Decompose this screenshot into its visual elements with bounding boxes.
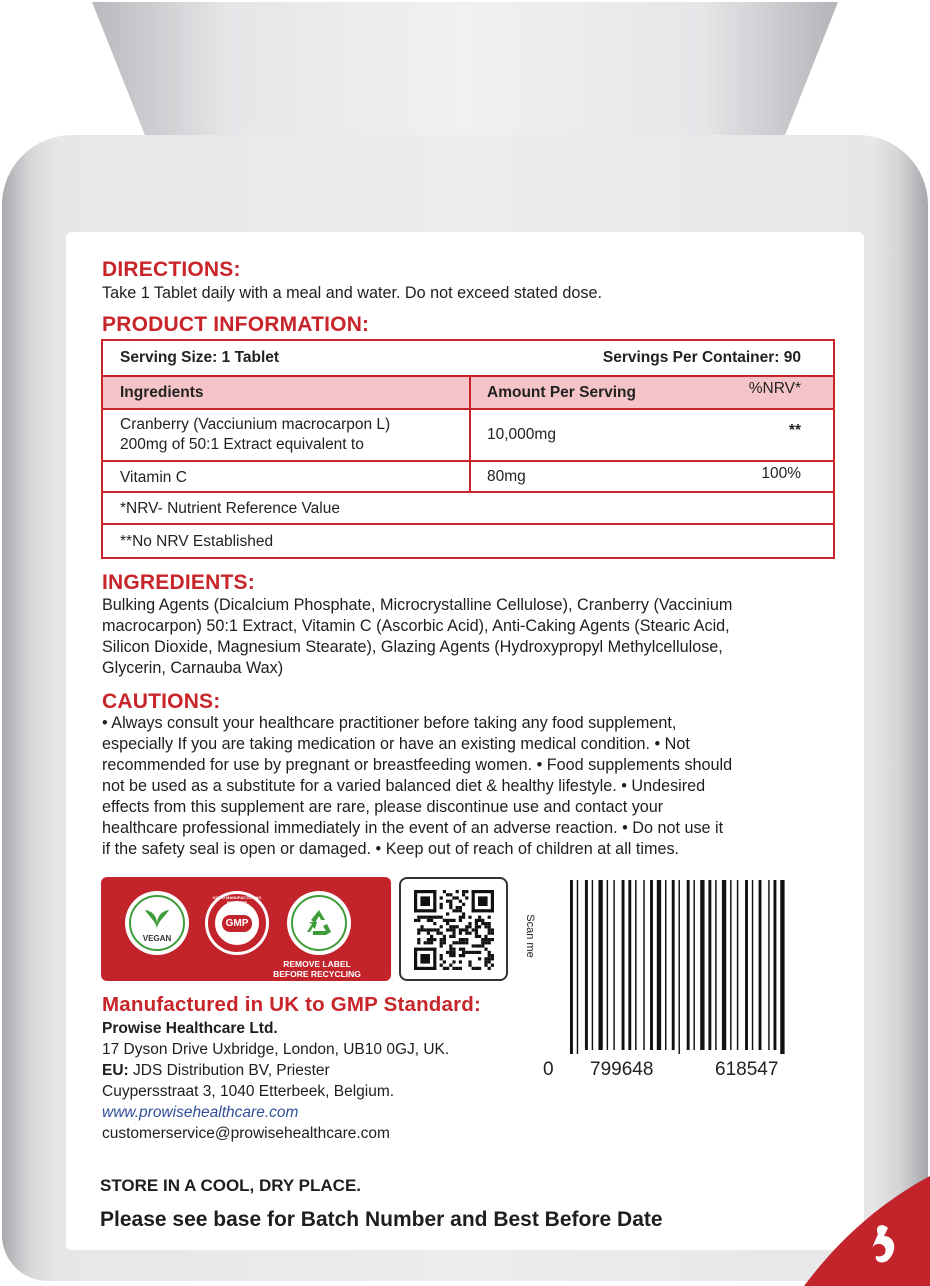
qr-module (488, 954, 491, 957)
qr-module (449, 906, 452, 909)
qr-module (488, 967, 491, 970)
barcode-bar (643, 880, 644, 1050)
qr-module (427, 938, 430, 941)
col-ingredients: Ingredients (120, 384, 204, 401)
ingredient-name-line2: 200mg of 50:1 Extract equivalent to (120, 436, 364, 453)
qr-module (440, 932, 443, 935)
bottle-cap (92, 2, 838, 152)
qr-module (481, 944, 484, 947)
barcode-digit-prefix: 0 (543, 1059, 554, 1080)
qr-module (472, 928, 475, 931)
qr-module (488, 932, 491, 935)
qr-module (430, 935, 433, 938)
qr-module (414, 890, 417, 912)
qr-module (462, 903, 465, 906)
qr-module (459, 967, 462, 970)
table-row (103, 462, 833, 493)
qr-module (424, 928, 427, 931)
qr-module (440, 903, 443, 906)
qr-module (452, 967, 455, 970)
qr-module (491, 954, 494, 957)
qr-module (452, 960, 455, 963)
qr-module (484, 925, 487, 928)
barcode-bar (628, 880, 631, 1050)
qr-module (446, 912, 449, 915)
qr-module (449, 928, 452, 931)
qr-module (459, 960, 462, 963)
qr-module (459, 932, 462, 935)
qr-module (456, 906, 459, 909)
table-row (103, 525, 833, 557)
barcode-bar (635, 880, 636, 1050)
barcode-bar (650, 880, 653, 1050)
qr-module (430, 938, 433, 941)
qr-module (427, 916, 430, 919)
qr-module (472, 890, 475, 912)
qr-module (440, 954, 443, 957)
qr-module (446, 951, 449, 954)
barcode-bar (672, 880, 675, 1050)
qr-module (481, 919, 484, 922)
qr-module (472, 909, 494, 912)
barcode-bar (592, 880, 593, 1050)
qr-module (430, 916, 433, 919)
qr-module (446, 919, 449, 922)
qr-module (440, 896, 443, 899)
qr-module (433, 922, 436, 925)
qr-module (484, 938, 487, 941)
qr-module (420, 928, 423, 931)
qr-module (488, 941, 491, 944)
qr-module (468, 951, 471, 954)
ingredient-nrv: 100% (761, 465, 801, 482)
qr-module (449, 964, 452, 967)
qr-module (452, 919, 455, 922)
barcode-digits-right: 618547 (715, 1059, 779, 1080)
qr-module (433, 916, 436, 919)
table-row (103, 341, 833, 377)
qr-module (420, 925, 423, 928)
serving-size: Serving Size: 1 Tablet (120, 349, 280, 366)
qr-module (468, 925, 471, 928)
qr-module (475, 967, 478, 970)
qr-module (420, 896, 430, 906)
qr-module (417, 916, 420, 919)
barcode-bar (657, 880, 661, 1050)
product-info-table (101, 339, 835, 559)
ingredients-heading: INGREDIENTS: (102, 571, 255, 594)
qr-module (446, 900, 449, 903)
qr-module (443, 890, 446, 893)
barcode-bar (679, 880, 680, 1054)
qr-module (459, 919, 462, 922)
qr-module (449, 954, 452, 957)
qr-module (440, 957, 443, 960)
qr-module (459, 909, 462, 912)
qr-module (424, 916, 427, 919)
qr-module (462, 916, 465, 919)
storage-note: STORE IN A COOL, DRY PLACE. (100, 1176, 362, 1195)
qr-module (478, 925, 481, 928)
barcode-bar (708, 880, 711, 1050)
qr-module (427, 919, 430, 922)
qr-module (427, 941, 430, 944)
barcode-bar (780, 880, 784, 1054)
qr-module (462, 951, 465, 954)
qr-module (430, 941, 433, 944)
qr-module (465, 932, 468, 935)
barcode-digits-left: 799648 (590, 1059, 654, 1080)
qr-module (478, 935, 481, 938)
qr-module (414, 967, 436, 970)
qr-module (475, 922, 478, 925)
qr-module (452, 896, 455, 899)
qr-module (475, 932, 478, 935)
qr-module (420, 954, 430, 964)
qr-module (488, 922, 491, 925)
qr-module (475, 919, 478, 922)
barcode-bar (722, 880, 726, 1050)
qr-module (465, 951, 468, 954)
qr-module (449, 893, 452, 896)
gmp-badge (205, 891, 269, 955)
qr-module (462, 954, 465, 957)
qr-module (446, 967, 449, 970)
website-link[interactable]: www.prowisehealthcare.com (102, 1104, 299, 1121)
servings-per-container: Servings Per Container: 90 (602, 349, 801, 366)
qr-module (459, 938, 462, 941)
nrv-note: *NRV- Nutrient Reference Value (120, 500, 340, 517)
qr-module (478, 951, 481, 954)
gmp-seal-icon: GMP (222, 915, 253, 932)
qr-module (491, 928, 494, 931)
qr-module (440, 938, 443, 941)
qr-module (481, 922, 484, 925)
barcode-bar (715, 880, 716, 1050)
ingredients-text: Bulking Agents (Dicalcium Phosphate, Microcrystalline Cellulose), Cranberry (Vaccinium macrocarpon) 50:1 Extract, Vitamin C (Ascorbic Acid), Anti-Caking Agents (Stearic Acid, Silicon Dioxide, Magnesium Stearate), Glazing Agents (Hydroxypropyl Methylcellulose, Glycerin, Carnauba Wax) (102, 596, 733, 677)
qr-module (475, 935, 478, 938)
certification-badges (101, 877, 391, 981)
qr-module (414, 909, 436, 912)
col-amount: Amount Per Serving (487, 384, 636, 401)
barcode-bar (759, 880, 762, 1050)
qr-module (465, 890, 468, 893)
qr-module (459, 916, 462, 919)
qr-module (433, 890, 436, 912)
qr-module (417, 941, 420, 944)
qr-module (459, 906, 462, 909)
qr-module (472, 944, 475, 947)
qr-module (468, 932, 471, 935)
col-nrv: %NRV* (748, 380, 801, 397)
qr-module (462, 941, 465, 944)
qr-module (443, 941, 446, 944)
qr-module (449, 935, 452, 938)
qr-module (478, 919, 481, 922)
product-info-heading: PRODUCT INFORMATION: (102, 313, 370, 336)
qr-module (459, 954, 462, 957)
qr-module (414, 948, 436, 951)
qr-module (488, 938, 491, 941)
qr-module (488, 925, 491, 928)
recycle-text: REMOVE LABEL BEFORE RECYCLING (273, 959, 361, 979)
qr-module (456, 909, 459, 912)
barcode (568, 880, 824, 1054)
qr-module (484, 948, 487, 951)
qr-module (456, 967, 459, 970)
qr-module (491, 964, 494, 967)
qr-module (465, 925, 468, 928)
qr-module (484, 957, 487, 960)
qr-module (488, 928, 491, 931)
qr-module (488, 960, 491, 963)
qr-module (440, 925, 443, 928)
qr-module (436, 928, 439, 931)
qr-module (440, 916, 443, 919)
vegan-badge: VEGAN (125, 891, 189, 955)
ingredient-name-line1: Cranberry (Vacciunium macrocarpon L) (120, 416, 391, 433)
qr-module (475, 944, 478, 947)
qr-module (433, 928, 436, 931)
qr-module (427, 932, 430, 935)
qr-module (452, 928, 455, 931)
qr-module (452, 925, 455, 928)
ingredient-nrv: ** (788, 422, 801, 439)
barcode-bar (598, 880, 602, 1050)
no-nrv-note: **No NRV Established (120, 533, 274, 550)
qr-module (440, 944, 443, 947)
qr-module (443, 935, 446, 938)
directions-heading: DIRECTIONS: (102, 258, 241, 281)
qr-code[interactable] (399, 877, 508, 981)
barcode-bar (768, 880, 769, 1050)
qr-module (417, 919, 420, 922)
barcode-bar (607, 880, 608, 1050)
manufacturer-info (102, 1018, 449, 1144)
qr-module (462, 928, 465, 931)
barcode-bar (585, 880, 588, 1050)
table-header-row (103, 377, 833, 410)
qr-module (484, 941, 487, 944)
barcode-bar (570, 880, 573, 1054)
qr-module (475, 951, 478, 954)
barcode-bar (745, 880, 748, 1050)
qr-module (468, 964, 471, 967)
qr-module (449, 903, 452, 906)
qr-module (452, 909, 455, 912)
qr-module (459, 900, 462, 903)
qr-module (456, 925, 459, 928)
qr-module (465, 928, 468, 931)
qr-module (462, 890, 465, 893)
barcode-bar (752, 880, 753, 1050)
barcode-bar (577, 880, 578, 1054)
qr-module (488, 916, 491, 919)
company-name: Prowise Healthcare Ltd. (102, 1020, 278, 1037)
qr-module (484, 960, 487, 963)
manufacturer-heading: Manufactured in UK to GMP Standard: (102, 993, 482, 1016)
qr-caption: Scan me (524, 914, 536, 958)
qr-module (433, 948, 436, 970)
qr-module (443, 919, 446, 922)
qr-module (478, 944, 481, 947)
table-row (103, 493, 833, 525)
table-row (103, 410, 833, 462)
qr-module (452, 951, 455, 954)
qr-pattern (414, 890, 494, 970)
qr-module (433, 938, 436, 941)
qr-module (446, 922, 449, 925)
qr-module (472, 967, 475, 970)
qr-module (468, 960, 471, 963)
brand-corner-icon (804, 1176, 930, 1286)
eu-address: Cuypersstraat 3, 1040 Etterbeek, Belgium. (102, 1083, 395, 1100)
qr-module (481, 938, 484, 941)
qr-module (484, 935, 487, 938)
gmp-ring-text: GOOD MANUFACTURING PRACTICE (212, 895, 262, 905)
qr-module (456, 890, 459, 893)
qr-module (449, 900, 452, 903)
qr-module (484, 964, 487, 967)
barcode-bar (613, 880, 614, 1050)
batch-note: Please see base for Batch Number and Best Before Date (100, 1208, 663, 1231)
qr-module (481, 941, 484, 944)
qr-module (478, 967, 481, 970)
qr-module (475, 928, 478, 931)
qr-module (462, 912, 465, 915)
barcode-bar (730, 880, 731, 1050)
qr-module (456, 896, 459, 899)
qr-module (449, 944, 452, 947)
ingredient-name: Vitamin C (120, 469, 187, 486)
directions-text: Take 1 Tablet daily with a meal and water. Do not exceed stated dose. (102, 284, 603, 302)
qr-module (417, 932, 420, 935)
barcode-bar (700, 880, 704, 1050)
qr-module (427, 928, 430, 931)
qr-module (440, 964, 443, 967)
qr-module (478, 957, 481, 960)
qr-module (443, 938, 446, 941)
qr-module (443, 967, 446, 970)
qr-module (459, 948, 462, 951)
qr-module (414, 948, 417, 970)
cautions-heading: CAUTIONS: (102, 690, 221, 713)
qr-module (462, 938, 465, 941)
qr-module (449, 925, 452, 928)
qr-module (446, 893, 449, 896)
barcode-bar (693, 880, 694, 1050)
barcode-bar (687, 880, 690, 1050)
qr-module (462, 948, 465, 951)
qr-module (440, 906, 443, 909)
qr-module (491, 938, 494, 941)
qr-module (446, 928, 449, 931)
qr-module (452, 935, 455, 938)
qr-module (475, 925, 478, 928)
eu-distributor: EU: JDS Distribution BV, Priester (102, 1062, 330, 1079)
qr-module (436, 916, 439, 919)
qr-module (468, 922, 471, 925)
qr-module (488, 951, 491, 954)
company-address: 17 Dyson Drive Uxbridge, London, UB10 0GJ, UK. (102, 1041, 450, 1058)
qr-module (452, 941, 455, 944)
qr-module (449, 919, 452, 922)
qr-module (417, 928, 420, 931)
recycle-badge (287, 891, 351, 955)
qr-module (465, 896, 468, 899)
qr-module (420, 916, 423, 919)
qr-module (440, 941, 443, 944)
qr-module (488, 957, 491, 960)
qr-module (465, 938, 468, 941)
qr-module (414, 919, 417, 922)
qr-module (424, 941, 427, 944)
qr-module (417, 938, 420, 941)
qr-module (468, 916, 471, 919)
ingredient-amount: 10,000mg (487, 426, 556, 443)
qr-module (452, 932, 455, 935)
qr-module (491, 890, 494, 912)
qr-module (452, 954, 455, 957)
qr-module (472, 890, 494, 893)
barcode-bar (665, 880, 666, 1050)
qr-module (443, 960, 446, 963)
qr-module (414, 890, 436, 893)
qr-module (449, 951, 452, 954)
qr-module (436, 932, 439, 935)
barcode-bar (737, 880, 738, 1050)
qr-module (459, 941, 462, 944)
qr-module (491, 932, 494, 935)
qr-module (452, 948, 455, 951)
ingredient-amount: 80mg (487, 468, 526, 485)
barcode-bar (774, 880, 777, 1050)
qr-module (430, 919, 433, 922)
qr-module (478, 896, 488, 906)
qr-module (465, 941, 468, 944)
qr-module (430, 928, 433, 931)
qr-module (456, 941, 459, 944)
barcode-bar (622, 880, 625, 1050)
email-link[interactable]: customerservice@prowisehealthcare.com (102, 1125, 390, 1142)
qr-module (459, 928, 462, 931)
cautions-text: • Always consult your healthcare practitioner before taking any food supplement, especially If you are taking medication or have an existing medical condition. • Not recommended for use by pregnant or breastfeeding women. • Food supplements should not be used as a substitute for a varied balanced diet & healthy lifestyle. • Undesired effects from this supplement are rare, please discontinue use and contact your healthcare professional immediately in the event of an adverse reaction. • Do not use it if the safety seal is open or damaged. • Keep out of reach of children at all times. (102, 714, 733, 858)
qr-module (484, 922, 487, 925)
qr-module (449, 948, 452, 951)
qr-module (462, 893, 465, 896)
qr-module (491, 957, 494, 960)
qr-module (478, 916, 481, 919)
qr-module (472, 951, 475, 954)
